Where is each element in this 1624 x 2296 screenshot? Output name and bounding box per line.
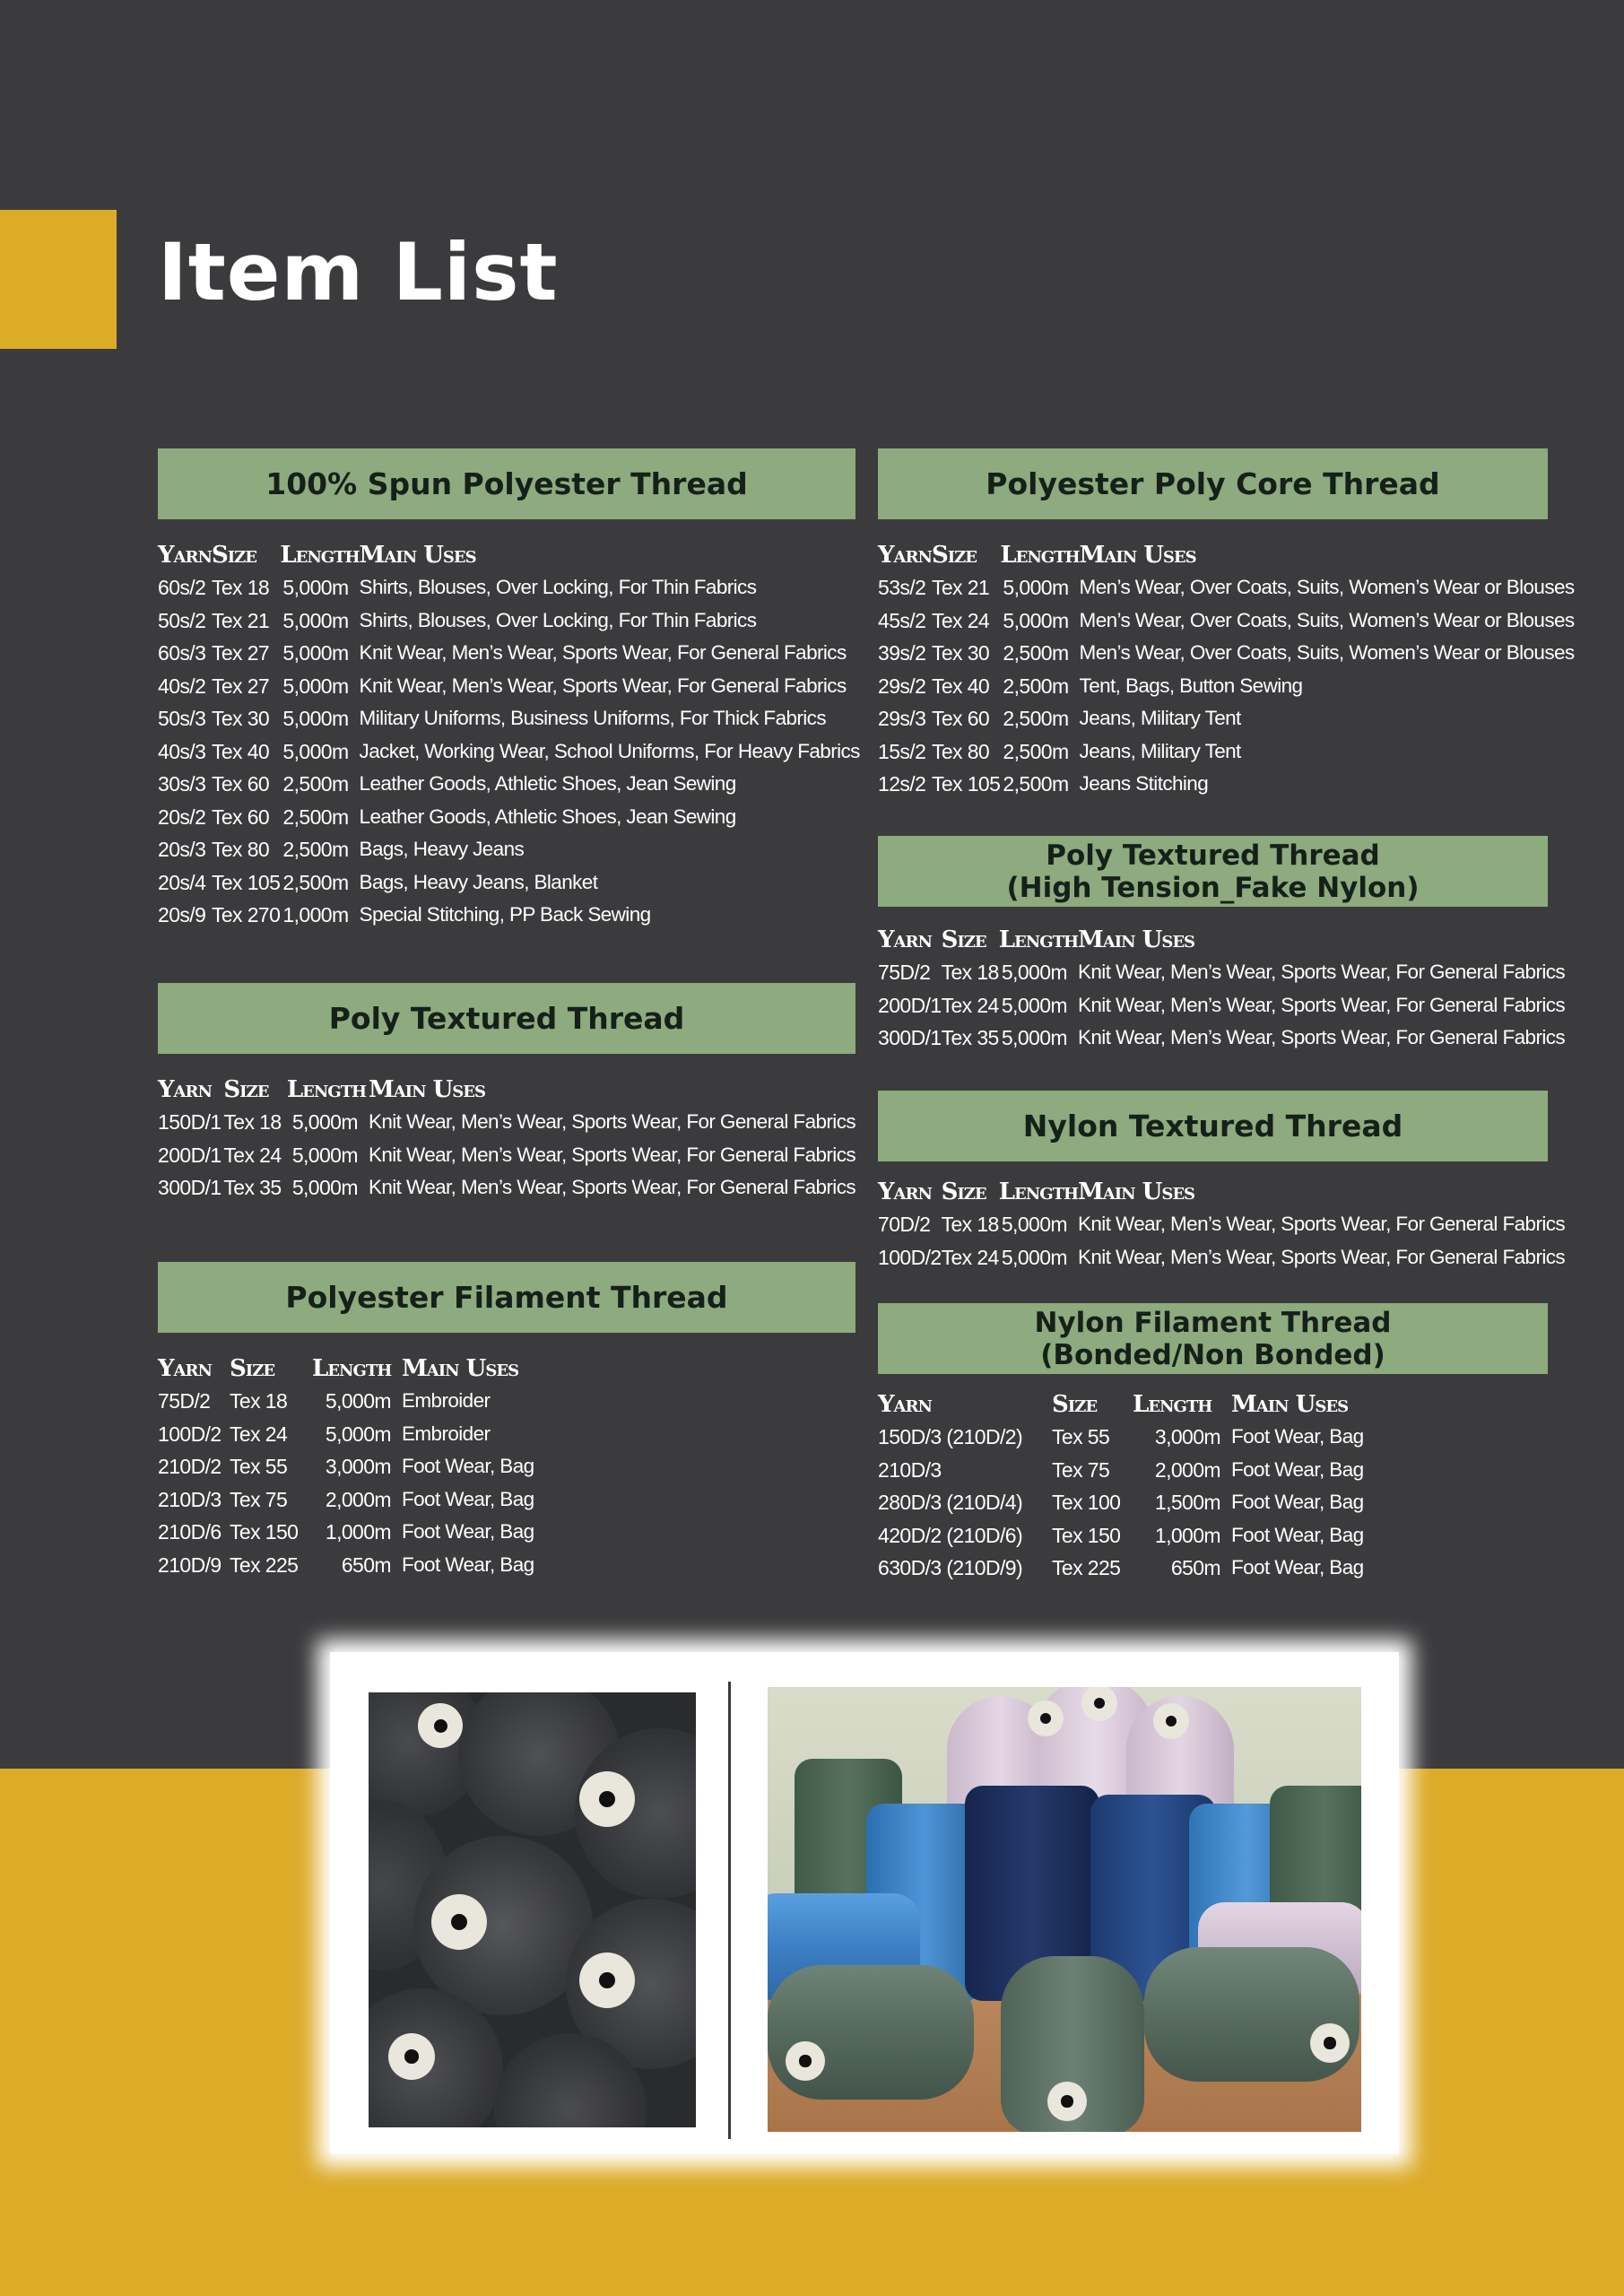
section-polyester-filament — [158, 1262, 855, 1581]
table-row — [158, 1418, 534, 1451]
col-length: Length — [1000, 542, 1080, 569]
cell-size: Tex 60 — [931, 707, 990, 730]
thread-table — [158, 1353, 534, 1581]
cell-length: 3,000m — [325, 1455, 391, 1478]
gold-accent-square — [0, 210, 117, 349]
cell-length: 1,000m — [325, 1520, 391, 1544]
cell-size: Tex 21 — [211, 608, 270, 632]
cell-size: Tex 80 — [211, 838, 270, 861]
cell-uses: Military Uniforms, Business Uniforms, For Thick Fabrics — [359, 707, 826, 729]
section-header — [878, 1091, 1548, 1161]
table-row — [158, 1483, 534, 1517]
cell-size: Tex 225 — [1052, 1556, 1121, 1579]
table-row — [158, 571, 860, 604]
cell-length: 5,000m — [282, 641, 349, 665]
section-header — [158, 983, 855, 1054]
col-uses: Main Uses — [402, 1355, 519, 1382]
cell-yarn: 210D/9 — [158, 1552, 221, 1577]
cell-yarn: 50s/2 — [158, 608, 206, 632]
table-row — [158, 801, 860, 834]
cell-yarn: 75D/2 — [158, 1389, 211, 1413]
cell-yarn: 100D/2 — [158, 1422, 221, 1446]
cell-length: 5,000m — [325, 1422, 391, 1446]
cone-label — [786, 2041, 825, 2081]
cell-length: 5,000m — [1001, 1245, 1067, 1269]
thread-table — [158, 540, 860, 932]
cell-size: Tex 75 — [230, 1487, 288, 1511]
cell-length: 5,000m — [291, 1143, 358, 1167]
spool-label — [418, 1703, 463, 1748]
table-row — [878, 670, 1575, 703]
cell-size: Tex 100 — [1052, 1491, 1121, 1514]
table-header-row — [158, 1074, 855, 1106]
cell-uses: Jeans, Military Tent — [1079, 739, 1241, 762]
table-row — [158, 866, 860, 900]
section-title: Nylon Textured Thread — [1022, 1109, 1403, 1144]
col-size: Size — [941, 1178, 986, 1205]
cell-yarn: 150D/3 (210D/2) — [878, 1425, 1023, 1448]
cell-length: 5,000m — [291, 1176, 358, 1199]
cell-length: 5,000m — [1001, 1213, 1067, 1236]
cell-size: Tex 18 — [230, 1389, 288, 1413]
cell-uses: Foot Wear, Bag — [1231, 1491, 1364, 1513]
cell-length: 2,500m — [1003, 641, 1069, 665]
cell-length: 2,500m — [282, 838, 349, 861]
cell-uses: Foot Wear, Bag — [1231, 1457, 1364, 1481]
cell-yarn: 30s/3 — [158, 772, 206, 796]
table-row — [158, 1385, 534, 1418]
cell-yarn: 20s/9 — [158, 903, 206, 926]
col-uses: Main Uses — [359, 542, 476, 569]
table-row — [878, 604, 1575, 638]
cell-length: 2,000m — [325, 1487, 391, 1511]
table-row — [878, 702, 1575, 735]
cell-size: Tex 105 — [931, 772, 1001, 796]
table-row — [878, 1486, 1364, 1519]
cell-size: Tex 105 — [211, 870, 281, 894]
cell-length: 2,500m — [1003, 707, 1069, 730]
cell-yarn: 200D/1 — [878, 993, 942, 1017]
cell-yarn: 630D/3 (210D/9) — [878, 1556, 1023, 1579]
table-row — [878, 735, 1575, 769]
cell-size: Tex 24 — [931, 608, 990, 632]
col-yarn: Yarn — [158, 542, 212, 569]
cell-size: Tex 30 — [211, 707, 270, 730]
cell-length: 1,000m — [282, 903, 349, 926]
cone-label — [1153, 1703, 1189, 1739]
cell-uses: Knit Wear, Men’s Wear, Sports Wear, For General Fabrics — [1077, 961, 1566, 983]
cell-yarn: 20s/4 — [158, 870, 206, 894]
table-header-row — [158, 1353, 534, 1385]
col-yarn: Yarn — [878, 1178, 932, 1205]
cell-size: Tex 27 — [211, 674, 270, 698]
section-title: Poly Textured Thread — [328, 1001, 685, 1036]
col-length: Length — [1133, 1391, 1212, 1418]
cone-label — [1028, 1700, 1064, 1736]
page-title: Item List — [158, 226, 559, 318]
table-row — [158, 1171, 855, 1205]
cell-yarn: 29s/3 — [878, 707, 926, 730]
section-title: Polyester Poly Core Thread — [986, 466, 1440, 501]
cell-size: Tex 35 — [223, 1176, 282, 1199]
cell-length: 2,500m — [282, 772, 349, 796]
table-row — [158, 702, 860, 735]
cell-yarn: 53s/2 — [878, 576, 926, 599]
col-size: Size — [223, 1076, 269, 1103]
table-row — [158, 768, 860, 801]
cell-length: 650m — [341, 1552, 391, 1577]
cell-uses: Men’s Wear, Over Coats, Suits, Women’s Wear or Blouses — [1079, 576, 1575, 598]
cell-yarn: 75D/2 — [878, 961, 931, 984]
cell-size: Tex 40 — [211, 739, 270, 763]
col-size: Size — [941, 926, 986, 953]
cell-yarn: 29s/2 — [878, 674, 926, 698]
table-row — [878, 1519, 1364, 1552]
table-row — [878, 1454, 1364, 1487]
cell-size: Tex 60 — [211, 804, 270, 829]
table-row — [158, 1450, 534, 1483]
cell-uses: Men’s Wear, Over Coats, Suits, Women’s Wear or Blouses — [1079, 608, 1575, 631]
cell-uses: Foot Wear, Bag — [402, 1520, 534, 1543]
cell-length: 1,500m — [1154, 1491, 1220, 1514]
cell-uses: Foot Wear, Bag — [1231, 1523, 1364, 1546]
cell-uses: Jeans, Military Tent — [1079, 707, 1241, 729]
cell-yarn: 60s/3 — [158, 641, 206, 665]
cell-yarn: 70D/2 — [878, 1213, 931, 1236]
cell-uses: Embroider — [402, 1422, 491, 1445]
cell-yarn: 40s/2 — [158, 674, 206, 698]
cell-length: 5,000m — [282, 739, 349, 763]
cell-length: 5,000m — [1003, 576, 1069, 599]
thread-table — [878, 540, 1575, 801]
table-row — [878, 637, 1575, 670]
cell-uses: Knit Wear, Men’s Wear, Sports Wear, For General Fabrics — [368, 1176, 855, 1198]
col-length: Length — [998, 1178, 1078, 1205]
cell-size: Tex 40 — [931, 674, 990, 698]
cell-yarn: 300D/1 — [158, 1176, 221, 1199]
cell-size: Tex 60 — [211, 772, 270, 796]
table-row — [158, 1516, 534, 1549]
table-header-row — [878, 925, 1565, 956]
col-length: Length — [280, 542, 360, 569]
cell-size: Tex 18 — [941, 1213, 999, 1236]
table-row — [158, 670, 860, 703]
cell-length: 650m — [1170, 1556, 1220, 1579]
cell-yarn: 210D/6 — [158, 1520, 221, 1544]
col-uses: Main Uses — [1079, 542, 1196, 569]
cell-uses: Jacket, Working Wear, School Uniforms, For Heavy Fabrics — [359, 739, 860, 762]
cell-uses: Leather Goods, Athletic Shoes, Jean Sewing — [359, 772, 736, 795]
section-header — [878, 836, 1548, 907]
cell-uses: Foot Wear, Bag — [402, 1552, 534, 1576]
cell-yarn: 280D/3 (210D/4) — [878, 1491, 1023, 1514]
cell-size: Tex 18 — [211, 576, 270, 599]
cell-uses: Shirts, Blouses, Over Locking, For Thin Fabrics — [359, 576, 757, 598]
col-length: Length — [998, 926, 1078, 953]
cell-size: Tex 18 — [941, 961, 999, 984]
col-size: Size — [1052, 1391, 1098, 1418]
section-header — [878, 448, 1548, 519]
table-header-row — [158, 540, 860, 571]
cell-yarn: 60s/2 — [158, 576, 206, 599]
col-yarn: Yarn — [878, 542, 932, 569]
cell-size: Tex 55 — [1052, 1425, 1110, 1448]
cell-size: Tex 24 — [941, 1245, 999, 1269]
section-title-line2: (High Tension_Fake Nylon) — [1006, 871, 1420, 904]
spool-label — [579, 1952, 635, 2008]
cell-size: Tex 150 — [230, 1520, 299, 1544]
cell-size: Tex 21 — [931, 576, 990, 599]
table-row — [878, 1208, 1565, 1241]
cell-length: 5,000m — [1001, 961, 1067, 984]
cell-length: 5,000m — [1003, 608, 1069, 632]
cell-length: 2,000m — [1154, 1457, 1220, 1482]
table-row — [158, 735, 860, 769]
cell-uses: Foot Wear, Bag — [402, 1487, 534, 1510]
table-header-row — [878, 540, 1575, 571]
cell-uses: Foot Wear, Bag — [1231, 1425, 1364, 1448]
col-size: Size — [931, 542, 977, 569]
col-yarn: Yarn — [878, 926, 932, 953]
cell-yarn: 20s/3 — [158, 838, 206, 861]
cell-size: Tex 24 — [230, 1422, 288, 1446]
cell-uses: Embroider — [402, 1389, 491, 1412]
photo-divider — [728, 1682, 731, 2139]
cell-yarn: 300D/1 — [878, 1026, 942, 1049]
cell-length: 2,500m — [1003, 739, 1069, 763]
cell-length: 5,000m — [291, 1110, 358, 1134]
table-row — [158, 1139, 855, 1172]
cell-length: 3,000m — [1154, 1425, 1220, 1448]
table-row — [158, 637, 860, 670]
thread-table — [878, 1177, 1565, 1274]
cell-size: Tex 225 — [230, 1552, 299, 1577]
cell-yarn: 40s/3 — [158, 739, 206, 763]
cell-uses: Knit Wear, Men’s Wear, Sports Wear, For General Fabrics — [368, 1143, 855, 1166]
section-poly-textured-high-tension — [878, 836, 1566, 1055]
section-nylon-textured — [878, 1091, 1566, 1274]
table-row — [878, 956, 1565, 989]
section-nylon-filament — [878, 1303, 1548, 1585]
section-title: 100% Spun Polyester Thread — [265, 466, 748, 501]
cell-uses: Leather Goods, Athletic Shoes, Jean Sewing — [359, 804, 736, 828]
cell-length: 5,000m — [282, 674, 349, 698]
col-yarn: Yarn — [158, 1076, 212, 1103]
thread-table — [878, 925, 1565, 1055]
cell-size: Tex 270 — [211, 903, 281, 926]
section-title: Polyester Filament Thread — [285, 1280, 728, 1315]
table-row — [878, 989, 1565, 1022]
thread-table — [878, 1389, 1364, 1585]
cell-length: 2,500m — [282, 870, 349, 894]
cell-yarn: 100D/2 — [878, 1245, 942, 1269]
section-title-line1: Nylon Filament Thread — [1034, 1306, 1392, 1339]
table-row — [158, 833, 860, 866]
table-header-row — [878, 1389, 1364, 1421]
cell-yarn: 210D/3 — [878, 1457, 942, 1482]
col-uses: Main Uses — [368, 1076, 485, 1103]
cell-size: Tex 75 — [1052, 1457, 1110, 1482]
cell-size: Tex 27 — [211, 641, 270, 665]
dark-spools-photo — [369, 1692, 696, 2127]
cell-uses: Knit Wear, Men’s Wear, Sports Wear, For General Fabrics — [359, 641, 847, 664]
table-row — [878, 1022, 1565, 1055]
col-uses: Main Uses — [1231, 1391, 1349, 1418]
cell-uses: Knit Wear, Men’s Wear, Sports Wear, For General Fabrics — [1077, 993, 1566, 1016]
section-title-line1: Poly Textured Thread — [1046, 839, 1380, 872]
cell-length: 5,000m — [282, 576, 349, 599]
col-yarn: Yarn — [878, 1391, 932, 1418]
table-row — [878, 768, 1575, 801]
cell-uses: Foot Wear, Bag — [402, 1455, 534, 1477]
table-row — [158, 1106, 855, 1139]
col-uses: Main Uses — [1077, 1178, 1195, 1205]
section-header — [158, 1262, 855, 1333]
cell-yarn: 12s/2 — [878, 772, 926, 796]
cell-uses: Knit Wear, Men’s Wear, Sports Wear, For General Fabrics — [1077, 1213, 1566, 1235]
col-length: Length — [312, 1355, 392, 1382]
table-row — [878, 1421, 1364, 1454]
cell-yarn: 15s/2 — [878, 739, 926, 763]
cell-size: Tex 150 — [1052, 1523, 1121, 1547]
cell-uses: Special Stitching, PP Back Sewing — [359, 903, 651, 926]
col-size: Size — [211, 542, 257, 569]
cell-length: 5,000m — [282, 707, 349, 730]
cell-yarn: 150D/1 — [158, 1110, 221, 1134]
cell-size: Tex 30 — [931, 641, 990, 665]
cone-label — [1310, 2023, 1350, 2063]
section-title-line2: (Bonded/Non Bonded) — [1040, 1338, 1385, 1371]
table-row — [878, 1241, 1565, 1274]
cell-uses: Jeans Stitching — [1079, 772, 1209, 795]
spool-label — [579, 1771, 635, 1827]
cell-yarn: 420D/2 (210D/6) — [878, 1523, 1023, 1547]
col-size: Size — [230, 1355, 275, 1382]
section-poly-core — [878, 448, 1575, 801]
cell-length: 5,000m — [282, 608, 349, 632]
cell-length: 5,000m — [1001, 993, 1067, 1017]
cell-size: Tex 80 — [931, 739, 990, 763]
cell-uses: Foot Wear, Bag — [1231, 1556, 1364, 1578]
cell-length: 2,500m — [1003, 674, 1069, 698]
cell-yarn: 39s/2 — [878, 641, 926, 665]
cell-uses: Knit Wear, Men’s Wear, Sports Wear, For General Fabrics — [1077, 1026, 1566, 1048]
col-uses: Main Uses — [1077, 926, 1195, 953]
thread-table — [158, 1074, 855, 1205]
col-length: Length — [286, 1076, 367, 1103]
cell-size: Tex 24 — [223, 1143, 282, 1167]
table-row — [158, 899, 860, 932]
cell-size: Tex 24 — [941, 993, 999, 1017]
spool-label — [388, 2033, 435, 2080]
section-header — [158, 448, 855, 519]
cell-length: 2,500m — [282, 804, 349, 829]
section-poly-textured — [158, 983, 855, 1205]
table-row — [158, 604, 860, 638]
colored-cones-photo — [768, 1687, 1361, 2132]
cell-length: 5,000m — [325, 1389, 391, 1413]
cell-uses: Knit Wear, Men’s Wear, Sports Wear, For General Fabrics — [1077, 1245, 1566, 1268]
table-row — [878, 1552, 1364, 1585]
spool-label — [431, 1894, 487, 1950]
cell-length: 2,500m — [1003, 772, 1069, 796]
cell-yarn: 210D/3 — [158, 1487, 221, 1511]
cell-yarn: 200D/1 — [158, 1143, 221, 1167]
cell-uses: Knit Wear, Men’s Wear, Sports Wear, For General Fabrics — [359, 674, 847, 697]
cell-length: 1,000m — [1154, 1523, 1220, 1547]
col-yarn: Yarn — [158, 1355, 212, 1382]
table-row — [878, 571, 1575, 604]
section-spun-polyester — [158, 448, 860, 932]
cell-uses: Bags, Heavy Jeans, Blanket — [359, 870, 598, 893]
section-header — [878, 1303, 1548, 1374]
cell-size: Tex 55 — [230, 1455, 288, 1478]
cell-yarn: 210D/2 — [158, 1455, 221, 1478]
cell-yarn: 50s/3 — [158, 707, 206, 730]
table-header-row — [878, 1177, 1565, 1208]
cone-label — [1047, 2082, 1087, 2121]
cell-uses: Shirts, Blouses, Over Locking, For Thin Fabrics — [359, 608, 757, 631]
cell-yarn: 20s/2 — [158, 804, 206, 829]
cell-uses: Bags, Heavy Jeans — [359, 838, 525, 860]
cell-uses: Men’s Wear, Over Coats, Suits, Women’s Wear or Blouses — [1079, 641, 1575, 664]
cell-uses: Tent, Bags, Button Sewing — [1079, 674, 1303, 697]
cell-length: 5,000m — [1001, 1026, 1067, 1049]
cell-uses: Knit Wear, Men’s Wear, Sports Wear, For General Fabrics — [368, 1110, 855, 1133]
cell-size: Tex 35 — [941, 1026, 999, 1049]
cell-size: Tex 18 — [223, 1110, 282, 1134]
table-row — [158, 1549, 534, 1582]
cell-yarn: 45s/2 — [878, 608, 926, 632]
